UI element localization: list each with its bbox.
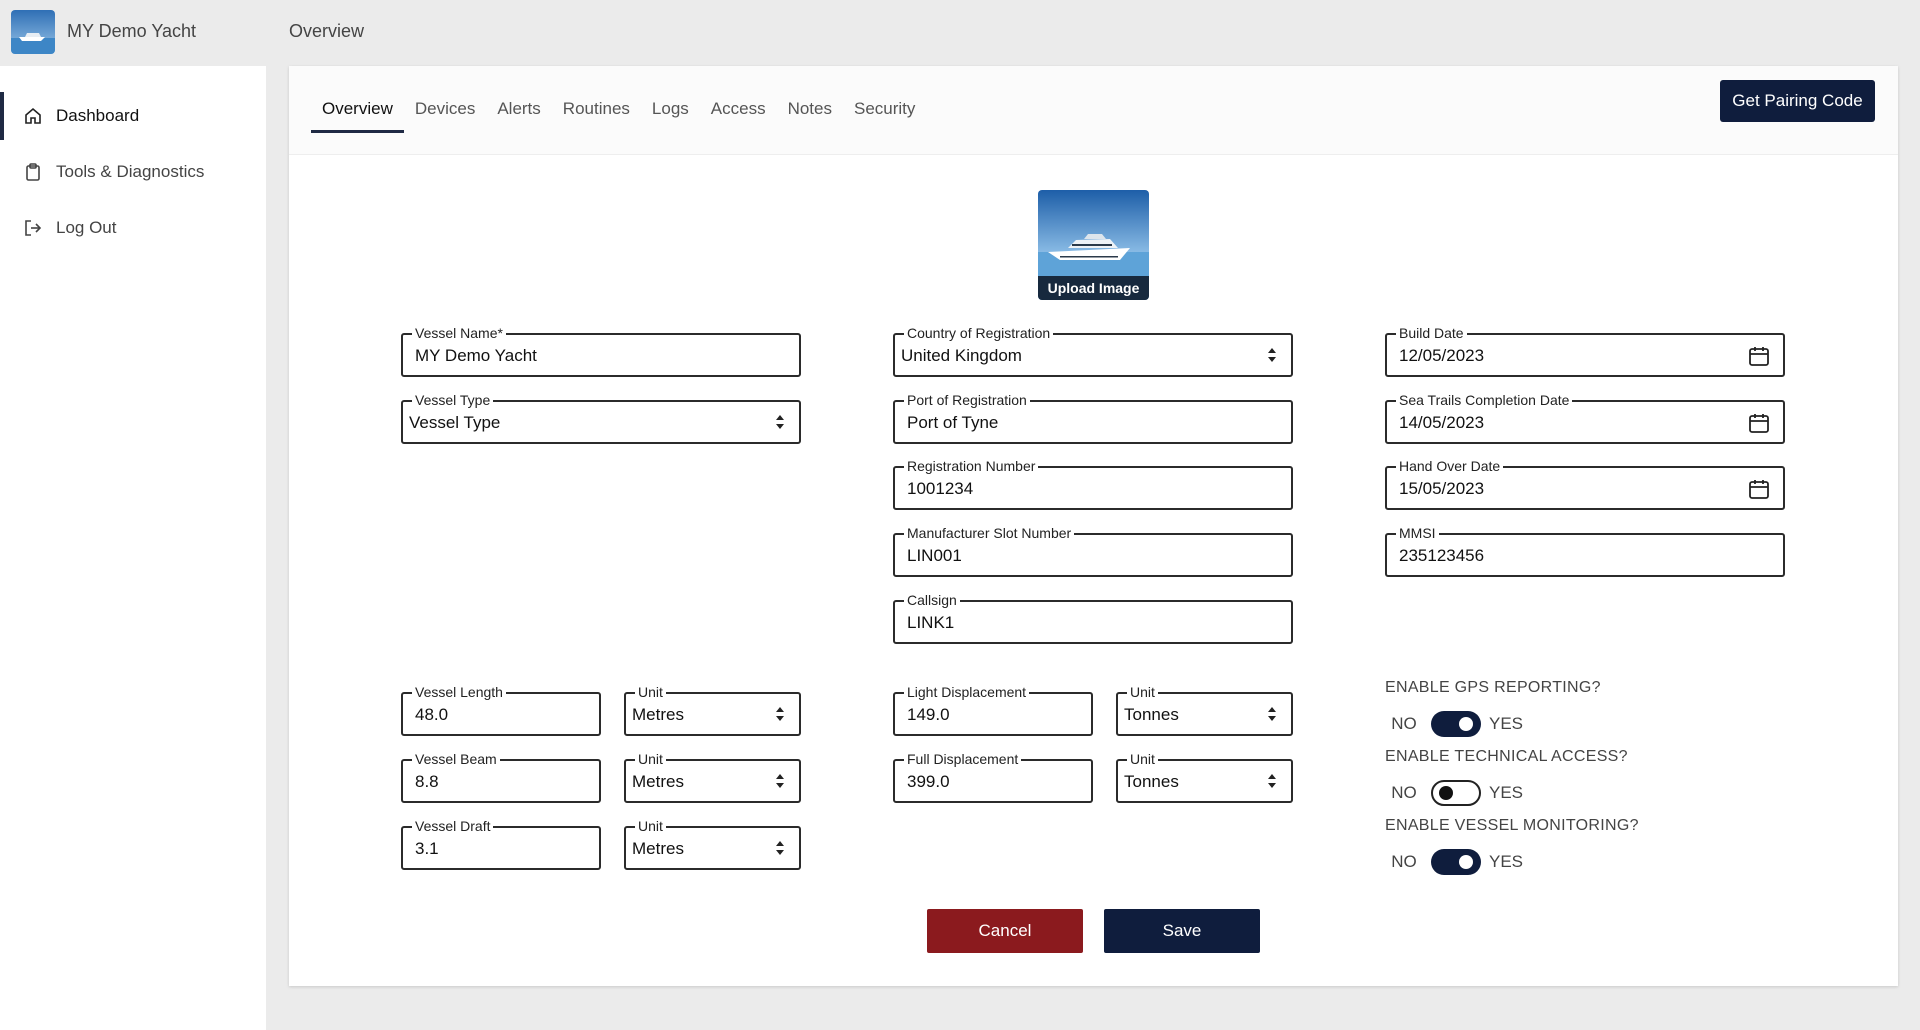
field-label: Hand Over Date bbox=[1396, 458, 1503, 474]
sidebar-item-tools-diagnostics[interactable] bbox=[0, 148, 266, 196]
vessel-monitoring-question: ENABLE VESSEL MONITORING? bbox=[1385, 817, 1639, 834]
field-value: Port of Tyne bbox=[907, 413, 999, 432]
field-value: LINK1 bbox=[907, 613, 955, 632]
tab-routines[interactable]: Routines bbox=[562, 99, 630, 118]
field-label: Unit bbox=[1127, 751, 1158, 767]
technical-access-switch[interactable] bbox=[1431, 780, 1481, 806]
calendar-icon[interactable] bbox=[1747, 411, 1771, 435]
vessel-beam-unit-select[interactable] bbox=[624, 751, 801, 803]
mmsi-input[interactable] bbox=[1385, 525, 1785, 577]
sidebar-item-label: Log Out bbox=[56, 218, 117, 237]
sea-trials-completion-date-input[interactable] bbox=[1385, 392, 1785, 444]
field-value: 3.1 bbox=[415, 839, 439, 858]
field-value: Metres bbox=[632, 705, 684, 724]
light-displacement-input[interactable] bbox=[893, 684, 1093, 736]
select-arrows-icon bbox=[775, 840, 785, 856]
field-label: Manufacturer Slot Number bbox=[904, 525, 1074, 541]
field-label: Registration Number bbox=[904, 458, 1038, 474]
select-arrows-icon bbox=[775, 414, 785, 430]
sidebar-item-log-out[interactable] bbox=[0, 204, 266, 252]
field-value: Metres bbox=[632, 839, 684, 858]
toggle-yes-label: YES bbox=[1489, 783, 1524, 802]
field-label: Unit bbox=[635, 684, 666, 700]
select-arrows-icon bbox=[1267, 773, 1277, 789]
toggle-yes-label: YES bbox=[1489, 852, 1524, 871]
field-value: 15/05/2023 bbox=[1399, 479, 1485, 498]
get-pairing-code-button[interactable]: Get Pairing Code bbox=[1720, 80, 1875, 122]
select-arrows-icon bbox=[1267, 347, 1277, 363]
gps-reporting-toggle-row bbox=[1385, 711, 1523, 737]
toggle-yes-label: YES bbox=[1489, 714, 1524, 733]
field-value: United Kingdom bbox=[901, 346, 1022, 365]
vessel-length-unit-select[interactable] bbox=[624, 684, 801, 736]
technical-access-toggle-row bbox=[1385, 780, 1523, 806]
field-value: 8.8 bbox=[415, 772, 439, 791]
field-value: 1001234 bbox=[907, 479, 974, 498]
upload-image-label: Upload Image bbox=[1038, 276, 1149, 300]
field-label: Light Displacement bbox=[904, 684, 1029, 700]
field-label: Vessel Name* bbox=[412, 325, 506, 341]
top-bar bbox=[0, 0, 1920, 64]
field-label: Unit bbox=[635, 818, 666, 834]
field-value: Tonnes bbox=[1124, 772, 1179, 791]
upload-image-button[interactable] bbox=[1038, 190, 1149, 300]
vessel-draft-input[interactable] bbox=[401, 818, 601, 870]
switch-knob bbox=[1439, 786, 1453, 800]
switch-knob bbox=[1459, 855, 1473, 869]
field-label: Sea Trails Completion Date bbox=[1396, 392, 1572, 408]
calendar-icon[interactable] bbox=[1747, 344, 1771, 368]
field-value: 48.0 bbox=[415, 705, 449, 724]
app-title: MY Demo Yacht bbox=[67, 21, 197, 41]
field-value: 399.0 bbox=[907, 772, 950, 791]
sidebar-item-label: Tools & Diagnostics bbox=[56, 162, 205, 181]
vessel-draft-unit-select[interactable] bbox=[624, 818, 801, 870]
field-label: Unit bbox=[635, 751, 666, 767]
toggle-no-label: NO bbox=[1391, 714, 1417, 733]
hand-over-date-input[interactable] bbox=[1385, 458, 1785, 510]
gps-reporting-question: ENABLE GPS REPORTING? bbox=[1385, 679, 1601, 696]
clipboard-icon bbox=[22, 161, 44, 183]
field-value: Vessel Type bbox=[409, 413, 501, 432]
light-displacement-unit-select[interactable] bbox=[1116, 684, 1293, 736]
tab-logs[interactable]: Logs bbox=[651, 99, 689, 118]
field-value: 235123456 bbox=[1399, 546, 1485, 565]
sidebar bbox=[0, 66, 266, 1030]
tab-devices[interactable]: Devices bbox=[414, 99, 476, 118]
vessel-type-select[interactable] bbox=[401, 392, 801, 444]
field-label: Unit bbox=[1127, 684, 1158, 700]
calendar-icon[interactable] bbox=[1747, 477, 1771, 501]
field-value: Tonnes bbox=[1124, 705, 1179, 724]
page-heading: Overview bbox=[289, 21, 365, 41]
country-of-registration-select[interactable] bbox=[893, 325, 1293, 377]
field-label: Vessel Type bbox=[412, 392, 493, 408]
field-label: Full Displacement bbox=[904, 751, 1021, 767]
vessel-name-input[interactable] bbox=[401, 325, 801, 377]
technical-access-question: ENABLE TECHNICAL ACCESS? bbox=[1385, 748, 1628, 765]
select-arrows-icon bbox=[1267, 706, 1277, 722]
field-label: Vessel Draft bbox=[412, 818, 493, 834]
port-of-registration-input[interactable] bbox=[893, 392, 1293, 444]
build-date-input[interactable] bbox=[1385, 325, 1785, 377]
field-label: MMSI bbox=[1396, 525, 1439, 541]
gps-reporting-switch[interactable] bbox=[1431, 711, 1481, 737]
yacht-logo-icon bbox=[11, 10, 55, 54]
field-value: LIN001 bbox=[907, 546, 962, 565]
field-value: 12/05/2023 bbox=[1399, 346, 1485, 365]
toggle-no-label: NO bbox=[1391, 783, 1417, 802]
logout-icon bbox=[22, 217, 44, 239]
field-value: 149.0 bbox=[907, 705, 950, 724]
field-value: 14/05/2023 bbox=[1399, 413, 1485, 432]
vessel-beam-input[interactable] bbox=[401, 751, 601, 803]
cancel-button[interactable]: Cancel bbox=[927, 909, 1083, 953]
tab-overview[interactable]: Overview bbox=[311, 99, 404, 133]
vessel-monitoring-toggle-row bbox=[1385, 849, 1523, 875]
field-label: Vessel Length bbox=[412, 684, 506, 700]
full-displacement-input[interactable] bbox=[893, 751, 1093, 803]
toggle-no-label: NO bbox=[1391, 852, 1417, 871]
save-button[interactable]: Save bbox=[1104, 909, 1260, 953]
field-label: Callsign bbox=[904, 592, 960, 608]
switch-knob bbox=[1459, 717, 1473, 731]
field-label: Country of Registration bbox=[904, 325, 1053, 341]
tab-security[interactable]: Security bbox=[854, 99, 916, 118]
full-displacement-unit-select[interactable] bbox=[1116, 751, 1293, 803]
vessel-monitoring-switch[interactable] bbox=[1431, 849, 1481, 875]
manufacturer-slot-number-input[interactable] bbox=[893, 525, 1293, 577]
select-arrows-icon bbox=[775, 706, 785, 722]
tab-notes[interactable]: Notes bbox=[787, 99, 832, 118]
field-value: MY Demo Yacht bbox=[415, 346, 537, 365]
field-label: Build Date bbox=[1396, 325, 1467, 341]
sidebar-item-label: Dashboard bbox=[56, 106, 140, 125]
field-label: Port of Registration bbox=[904, 392, 1030, 408]
field-value: Metres bbox=[632, 772, 684, 791]
callsign-input[interactable] bbox=[893, 592, 1293, 644]
home-icon bbox=[22, 105, 44, 127]
sidebar-item-dashboard[interactable] bbox=[0, 92, 266, 140]
tab-access[interactable]: Access bbox=[710, 99, 766, 118]
tab-alerts[interactable]: Alerts bbox=[497, 99, 541, 118]
registration-number-input[interactable] bbox=[893, 458, 1293, 510]
field-label: Vessel Beam bbox=[412, 751, 500, 767]
tab-bar bbox=[311, 99, 926, 133]
select-arrows-icon bbox=[775, 773, 785, 789]
card-header bbox=[289, 66, 1898, 155]
vessel-overview-card bbox=[289, 66, 1898, 986]
vessel-length-input[interactable] bbox=[401, 684, 601, 736]
